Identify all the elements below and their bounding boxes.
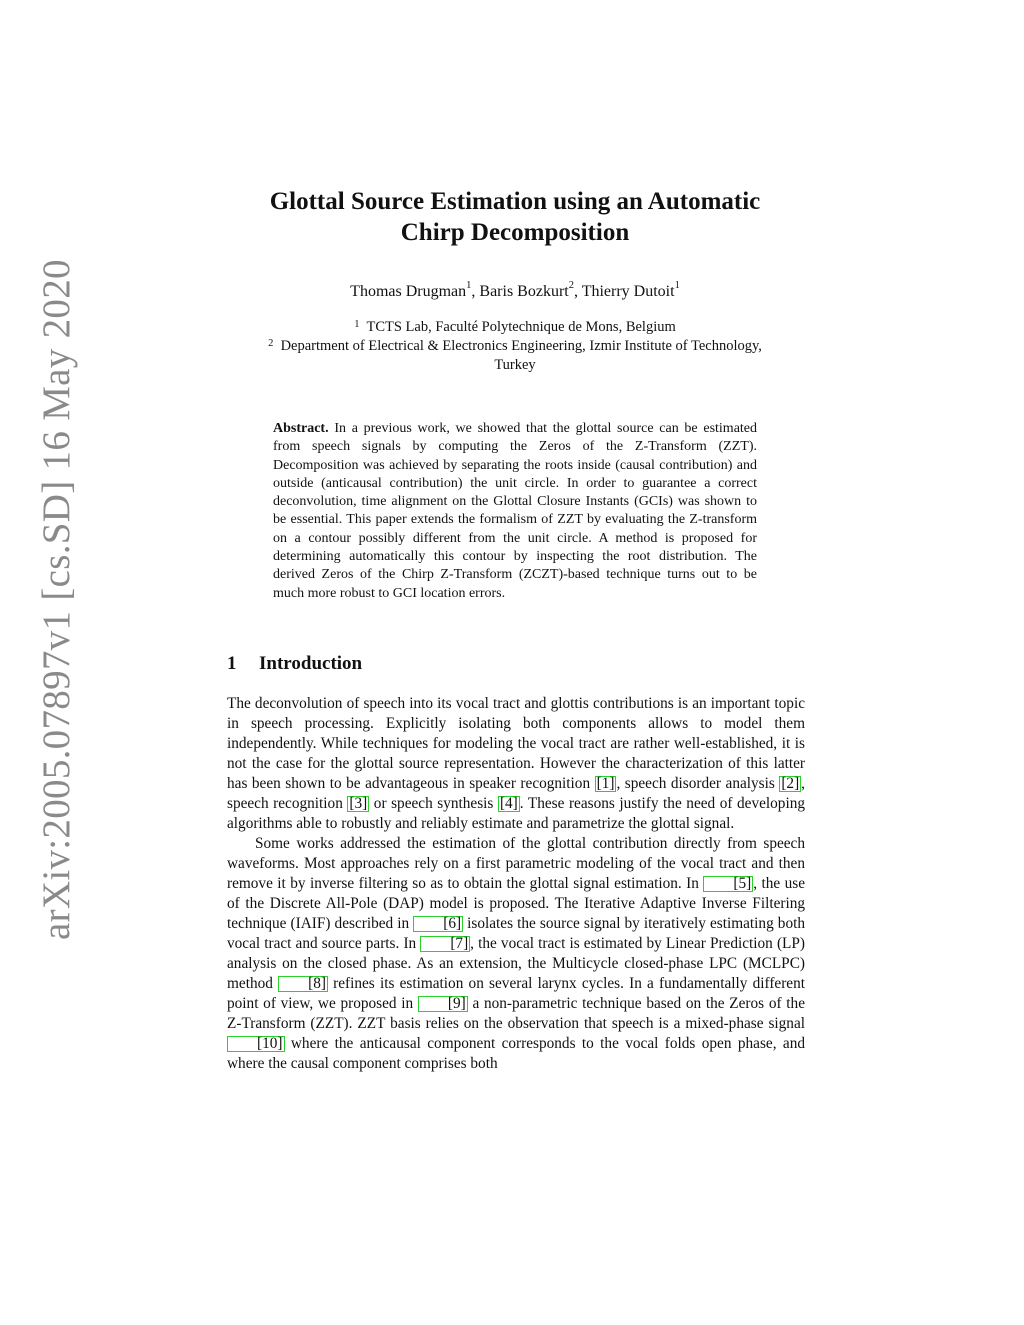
affiliation-text: TCTS Lab, Faculté Polytechnique de Mons, Belgium [366, 319, 676, 335]
paragraph-text: , speech recognition [227, 775, 805, 812]
citation-link[interactable]: [3] [349, 795, 368, 812]
author-affiliation-mark: 1 [674, 280, 680, 291]
paragraph-text: a non-parametric technique based on the Zeros of the Z-Transform (ZZT). ZZT basis relies on the observation that speech is a mixed-phase signal [227, 995, 805, 1032]
author-name: Thomas Drugman [350, 283, 467, 300]
paragraph-text: Some works addressed the estimation of the glottal contribution directly from speech waveforms. Most approaches rely on a first parametric modeling of the vocal tract and then remove it by inverse filtering so as to obtain the glottal signal estimation. In [227, 835, 805, 892]
affiliation-mark: 2 [268, 338, 274, 349]
section-heading [227, 653, 362, 675]
author-separator: , [471, 283, 480, 300]
author-affiliation-mark: 2 [568, 280, 574, 291]
paragraph-text: , speech disorder analysis [616, 775, 780, 792]
title-line-1: Glottal Source Estimation using an Automatic [269, 188, 761, 215]
paragraph-text: isolates the source signal by iteratively estimating both vocal tract and source parts. In [227, 915, 805, 952]
abstract [273, 420, 757, 603]
paper-title [200, 186, 830, 248]
paragraph [227, 694, 805, 834]
citation-link[interactable]: [6] [413, 916, 463, 932]
author-affiliation-mark: 1 [466, 280, 472, 291]
paragraph-text: or speech synthesis [369, 795, 498, 812]
arxiv-identifier-stamp: arXiv:2005.07897v1 [cs.SD] 16 May 2020 [35, 259, 78, 940]
author-name: Thierry Dutoit [581, 283, 675, 300]
author-list [200, 280, 830, 301]
affiliation-line [200, 337, 830, 356]
author-separator: , [573, 283, 582, 300]
paragraph-text: . These reasons justify the need of developing algorithms able to robustly and reliably estimate and parametrize the glottal signal. [227, 795, 805, 832]
abstract-text: In a previous work, we showed that the glottal source can be estimated from speech signals by computing the Zeros of the Z-Transform (ZZT). Decomposition was achieved by separating the roots inside (causal contribution) and outside (anticausal contribution) the unit circle. In order to guarantee a correct deconvolution, time alignment on the Glottal Closure Instants (GCIs) was shown to be essential. This paper extends the formalism of ZZT by evaluating the Z-transform on a contour possibly different from the unit circle. A method is proposed for determining automatically this contour by inspecting the root distribution. The derived Zeros of the Chirp Z-Transform (ZCZT)-based technique turns out to be much more robust to GCI location errors. [273, 421, 758, 601]
paragraph-text: , the use of the Discrete All-Pole (DAP) model is proposed. The Iterative Adaptive Inverse Filtering technique (IAIF) described in [227, 875, 805, 932]
title-line-2: Chirp Decomposition [400, 219, 630, 246]
citation-link[interactable]: [9] [418, 996, 468, 1012]
paragraph-text: The deconvolution of speech into its vocal tract and glottis contributions is an important topic in speech processing. Explicitly isolating both components allows to model them independently. While techniques for modeling the vocal tract are rather well-established, it is not the case for the glottal source representation. However the characterization of this latter has been shown to be advantageous in speaker recognition [227, 695, 805, 792]
affiliation-text: Turkey [494, 357, 536, 373]
affiliation-mark: 1 [354, 319, 360, 330]
section-title: Introduction [259, 653, 363, 674]
section-number: 1 [227, 653, 237, 674]
citation-link[interactable]: [7] [420, 936, 470, 952]
affiliation-text: Department of Electrical & Electronics Engineering, Izmir Institute of Technology, [280, 338, 762, 354]
citation-link[interactable]: [5] [703, 876, 753, 892]
affiliation-line [200, 356, 830, 375]
citation-link[interactable]: [4] [499, 795, 518, 812]
citation-link[interactable]: [8] [278, 976, 328, 992]
author-name: Baris Bozkurt [479, 283, 569, 300]
section-body [227, 694, 805, 1074]
citation-link[interactable]: [10] [227, 1036, 285, 1052]
citation-link[interactable]: [1] [596, 775, 615, 792]
paragraph-text: refines its estimation on several larynx cycles. In a fundamentally different point of view, we proposed in [227, 975, 805, 1012]
abstract-label: Abstract. [273, 421, 329, 436]
affiliation-line [200, 318, 830, 337]
paragraph-text: , the vocal tract is estimated by Linear Prediction (LP) analysis on the closed phase. As an extension, the Multicycle closed-phase LPC (MCLPC) method [227, 935, 805, 992]
affiliation-list [200, 318, 830, 375]
paragraph-text: where the anticausal component corresponds to the vocal folds open phase, and where the causal component comprises both [227, 1035, 805, 1072]
citation-link[interactable]: [2] [781, 775, 800, 792]
paragraph [227, 834, 805, 1074]
